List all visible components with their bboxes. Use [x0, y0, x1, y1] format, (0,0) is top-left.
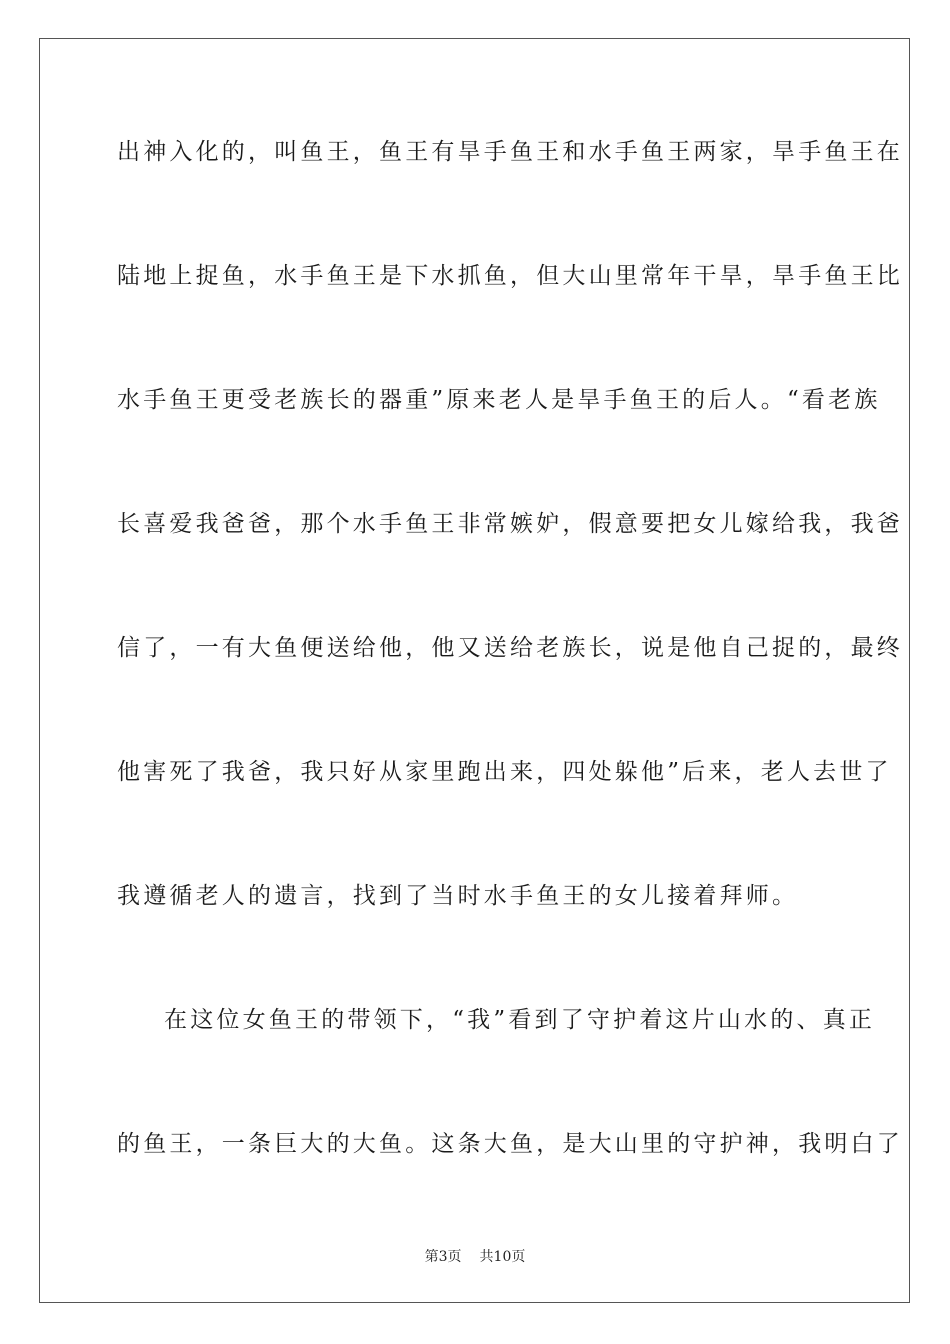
text-line: 出神入化的，叫鱼王，鱼王有旱手鱼王和水手鱼王两家，旱手鱼王在: [117, 139, 903, 165]
text-line: 他害死了我爸，我只好从家里跑出来，四处躲他”后来，老人去世了: [117, 759, 892, 785]
page-footer: [0, 1248, 950, 1266]
page-total: 共10页: [479, 1249, 526, 1265]
text-line: 长喜爱我爸爸，那个水手鱼王非常嫉妒，假意要把女儿嫁给我，我爸: [117, 511, 903, 537]
page-number: 第3页: [424, 1249, 462, 1265]
page-border: [39, 38, 910, 1303]
text-line: 的鱼王，一条巨大的大鱼。这条大鱼，是大山里的守护神，我明白了: [117, 1131, 903, 1157]
text-line: 我遵循老人的遗言，找到了当时水手鱼王的女儿接着拜师。: [117, 883, 799, 909]
text-line: 陆地上捉鱼，水手鱼王是下水抓鱼，但大山里常年干旱，旱手鱼王比: [117, 263, 903, 289]
text-line: 水手鱼王更受老族长的器重”原来老人是旱手鱼王的后人。“看老族: [117, 387, 881, 413]
text-line: 信了，一有大鱼便送给他，他又送给老族长，说是他自己捉的，最终: [117, 635, 903, 661]
paragraph-first-line: 在这位女鱼王的带领下，“我”看到了守护着这片山水的、真正: [164, 1007, 876, 1033]
